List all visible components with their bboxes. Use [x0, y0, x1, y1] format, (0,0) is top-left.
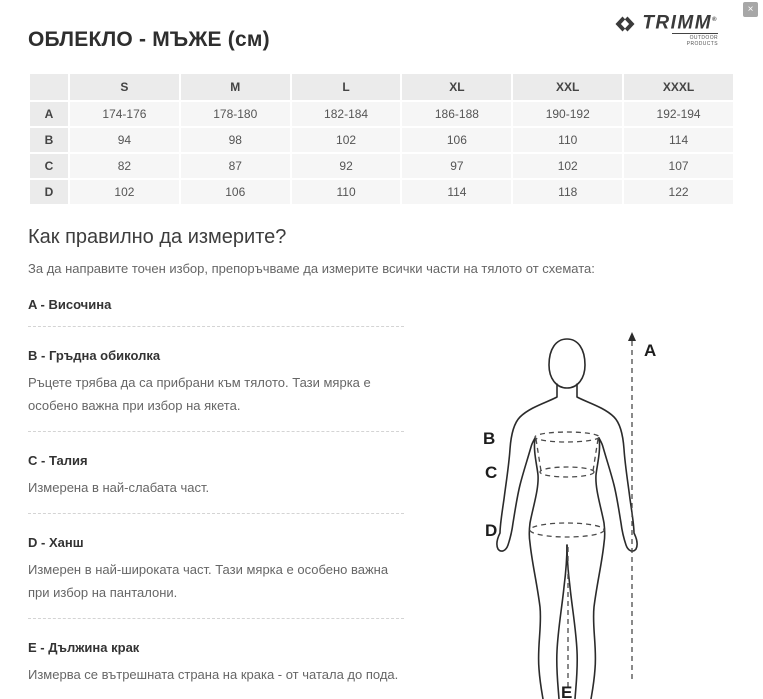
page-title: ОБЛЕКЛО - МЪЖЕ (см) — [28, 28, 270, 51]
table-cell: 107 — [624, 154, 733, 178]
section-divider — [28, 618, 404, 619]
section-divider — [28, 326, 404, 327]
diagram-label-c: C — [485, 463, 498, 482]
section-divider — [28, 431, 404, 432]
table-cell: 106 — [402, 128, 511, 152]
trimm-diamond-icon — [612, 13, 638, 35]
body-measurement-diagram — [460, 325, 760, 699]
table-cell: 186-188 — [402, 102, 511, 126]
section-title-height: A - Височина — [28, 297, 112, 312]
guide-heading: Как правилно да измерите? — [28, 226, 287, 248]
table-cell: 97 — [402, 154, 511, 178]
table-cell: 174-176 — [70, 102, 179, 126]
brand-tagline: OUTDOOR PRODUCTS — [672, 33, 718, 47]
guide-sections — [28, 297, 404, 699]
height-arrow-icon — [628, 332, 636, 341]
guide-intro: За да направите точен избор, препоръчваме да измерите всички части на тялото от схемата: — [28, 261, 595, 276]
waist-measure-line — [540, 467, 594, 477]
table-row — [30, 180, 733, 204]
table-cell: 82 — [70, 154, 179, 178]
section-text-chest: Ръцете трябва да са прибрани към тялото. Тази мярка е особено важна при избор на якета. — [28, 375, 371, 413]
table-cell: 102 — [513, 154, 622, 178]
table-cell: 192-194 — [624, 102, 733, 126]
section-text-waist: Измерена в най-слабата част. — [28, 480, 210, 495]
diagram-label-d: D — [485, 521, 498, 540]
diagram-label-a: A — [644, 341, 657, 360]
table-cell: 102 — [292, 128, 401, 152]
body-figure-icon — [460, 325, 760, 699]
table-cell: 94 — [70, 128, 179, 152]
table-cell: 110 — [513, 128, 622, 152]
table-cell: 190-192 — [513, 102, 622, 126]
table-cell: 92 — [292, 154, 401, 178]
column-header-l: L — [292, 74, 401, 100]
diagram-label-e: E — [561, 683, 573, 699]
figure-right-side — [577, 384, 637, 699]
table-header-row — [30, 74, 733, 100]
column-header-s: S — [70, 74, 179, 100]
close-icon: × — [747, 4, 754, 15]
brand-name: TRIMM® — [642, 12, 718, 34]
section-title-waist: C - Талия — [28, 453, 88, 468]
table-cell: 178-180 — [181, 102, 290, 126]
registered-mark: ® — [712, 17, 718, 23]
section-title-hips: D - Ханш — [28, 535, 84, 550]
table-cell: 102 — [70, 180, 179, 204]
table-cell: 87 — [181, 154, 290, 178]
table-cell: 106 — [181, 180, 290, 204]
table-cell: 118 — [513, 180, 622, 204]
figure-inner-left-leg — [557, 545, 567, 699]
trimm-logo — [612, 11, 718, 47]
column-header-xxxl: XXXL — [624, 74, 733, 100]
diagram-label-b: B — [483, 429, 496, 448]
table-cell: 114 — [402, 180, 511, 204]
table-cell: 182-184 — [292, 102, 401, 126]
row-label: B — [30, 128, 68, 152]
column-header-xxl: XXL — [513, 74, 622, 100]
section-text-leg: Измерва се вътрешната страна на крака - от чатала до пода. — [28, 667, 399, 682]
table-cell: 114 — [624, 128, 733, 152]
table-cell: 98 — [181, 128, 290, 152]
close-button[interactable] — [743, 2, 758, 17]
size-table — [28, 72, 735, 206]
section-title-chest: B - Гръдна обиколка — [28, 348, 161, 363]
hips-measure-line — [530, 523, 604, 537]
table-cell: 122 — [624, 180, 733, 204]
chest-measure-line — [535, 432, 599, 442]
row-label: C — [30, 154, 68, 178]
row-label: D — [30, 180, 68, 204]
column-header-m: M — [181, 74, 290, 100]
figure-left-side — [497, 384, 557, 699]
figure-head — [549, 339, 585, 388]
table-cell: 110 — [292, 180, 401, 204]
section-title-leg: E - Дължина крак — [28, 640, 140, 655]
table-row — [30, 154, 733, 178]
column-header-xl: XL — [402, 74, 511, 100]
row-label: A — [30, 102, 68, 126]
section-text-hips: Измерен в най-широката част. Тази мярка е особено важна при избор на панталони. — [28, 562, 389, 600]
column-header-empty — [30, 74, 68, 100]
table-row — [30, 102, 733, 126]
section-divider — [28, 513, 404, 514]
table-row — [30, 128, 733, 152]
